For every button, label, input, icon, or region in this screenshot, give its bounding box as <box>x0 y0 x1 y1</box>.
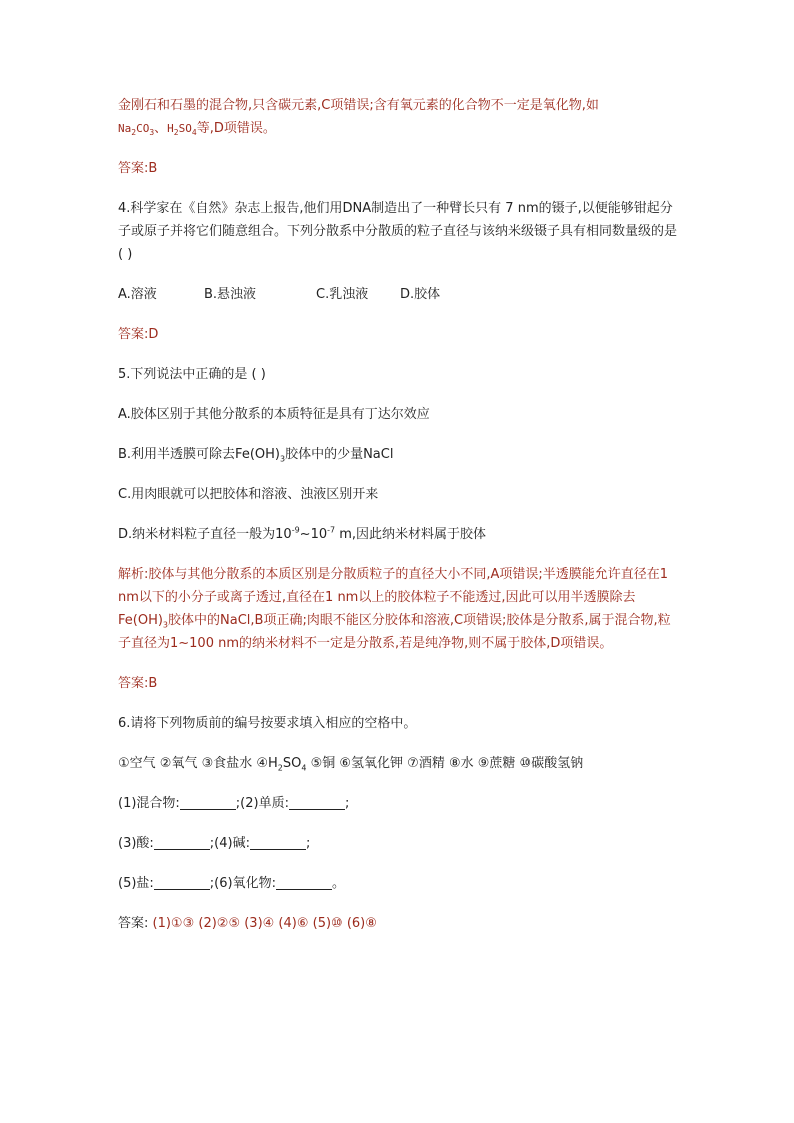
answer-6-value: (1)①③ (2)②⑤ (3)④ (4)⑥ (5)⑩ (6)⑧ <box>152 916 377 931</box>
q4-option-b: B.悬浊液 <box>204 287 257 302</box>
document-page <box>118 94 678 952</box>
blank-element[interactable] <box>289 795 345 810</box>
question-5-analysis: 解析:胶体与其他分散系的本质区别是分散质粒子的直径大小不同,A项错误;半透膜能允许直径在1 nm以下的小分子或离子透过,直径在1 nm以上的胶体粒子不能透过,因此可以用半透膜除去$Fe(OH)_3$胶体中的NaCl,B项正确;肉眼不能区分胶体和溶液,C项错误;胶体是分散系,属于混合物,粒子直径为1~100 nm的纳米材料不一定是分散系,若是纯净物,则不属于胶体,D项错误。 <box>118 567 671 651</box>
answer-6 <box>118 912 678 935</box>
q6-fill-line-2: (3)酸: ;(4)碱: ; <box>118 836 311 851</box>
blank-mixture[interactable] <box>180 795 236 810</box>
blank-base[interactable] <box>250 835 306 850</box>
q4-option-a: A.溶液 <box>118 287 157 302</box>
q5-option-b: B.利用半透膜可除去$Fe(OH)_3$胶体中的少量NaCl <box>118 447 394 464</box>
question-6-items: ①空气 ②氧气 ③食盐水 $④H_2SO_4$ ⑤铜 ⑥氢氧化钾 ⑦酒精 ⑧水 ⑨蔗糖 ⑩碳酸氢钠 <box>118 756 584 773</box>
question-4-options <box>118 283 678 306</box>
q5-option-d: D.纳米材料粒子直径一般为$10^{-9}\sim 10^{-7}$ m,因此纳米材料属于胶体 <box>118 525 487 542</box>
q6-fill-line-3: (5)盐: ;(6)氧化物: 。 <box>118 876 345 891</box>
q5-option-c: C.用肉眼就可以把胶体和溶液、浊液区别开来 <box>118 487 379 502</box>
formula-h2so4: $H_2SO_4$ <box>167 122 197 138</box>
q5-option-a: A.胶体区别于其他分散系的本质特征是具有丁达尔效应 <box>118 407 430 422</box>
blank-acid[interactable] <box>154 835 210 850</box>
answer-4: 答案:D <box>118 327 159 342</box>
answer-6-label: 答案: <box>118 916 153 931</box>
blank-oxide[interactable] <box>276 875 332 890</box>
previous-analysis: 金刚石和石墨的混合物,只含碳元素,C项错误;含有氧元素的化合物不一定是氧化物,如 $Na_2CO_3$、$H_2SO_4$等,D项错误。 <box>118 98 599 138</box>
formula-na2co3: $Na_2CO_3$ <box>118 122 155 138</box>
analysis-line-1: 金刚石和石墨的混合物,只含碳元素,C项错误;含有氧元素的化合物不一定是氧化物,如 <box>118 98 599 113</box>
answer-3: 答案:B <box>118 161 158 176</box>
question-5-stem: 5.下列说法中正确的是 ( ) <box>118 367 266 382</box>
answer-5: 答案:B <box>118 676 158 691</box>
q4-option-c: C.乳浊液 <box>316 287 369 302</box>
q4-option-d: D.胶体 <box>400 287 441 302</box>
question-6-stem: 6.请将下列物质前的编号按要求填入相应的空格中。 <box>118 716 417 731</box>
q6-fill-line-1: (1)混合物: ;(2)单质: ; <box>118 796 350 811</box>
blank-salt[interactable] <box>154 875 210 890</box>
analysis-line-2-end: 等,D项错误。 <box>196 121 276 136</box>
question-4-stem: 4.科学家在《自然》杂志上报告,他们用DNA制造出了一种臂长只有 7 nm的镊子,以便能够钳起分子或原子并将它们随意组合。下列分散系中分散质的粒子直径与该纳米级镊子具有相同数量级的是( ) <box>118 201 678 262</box>
